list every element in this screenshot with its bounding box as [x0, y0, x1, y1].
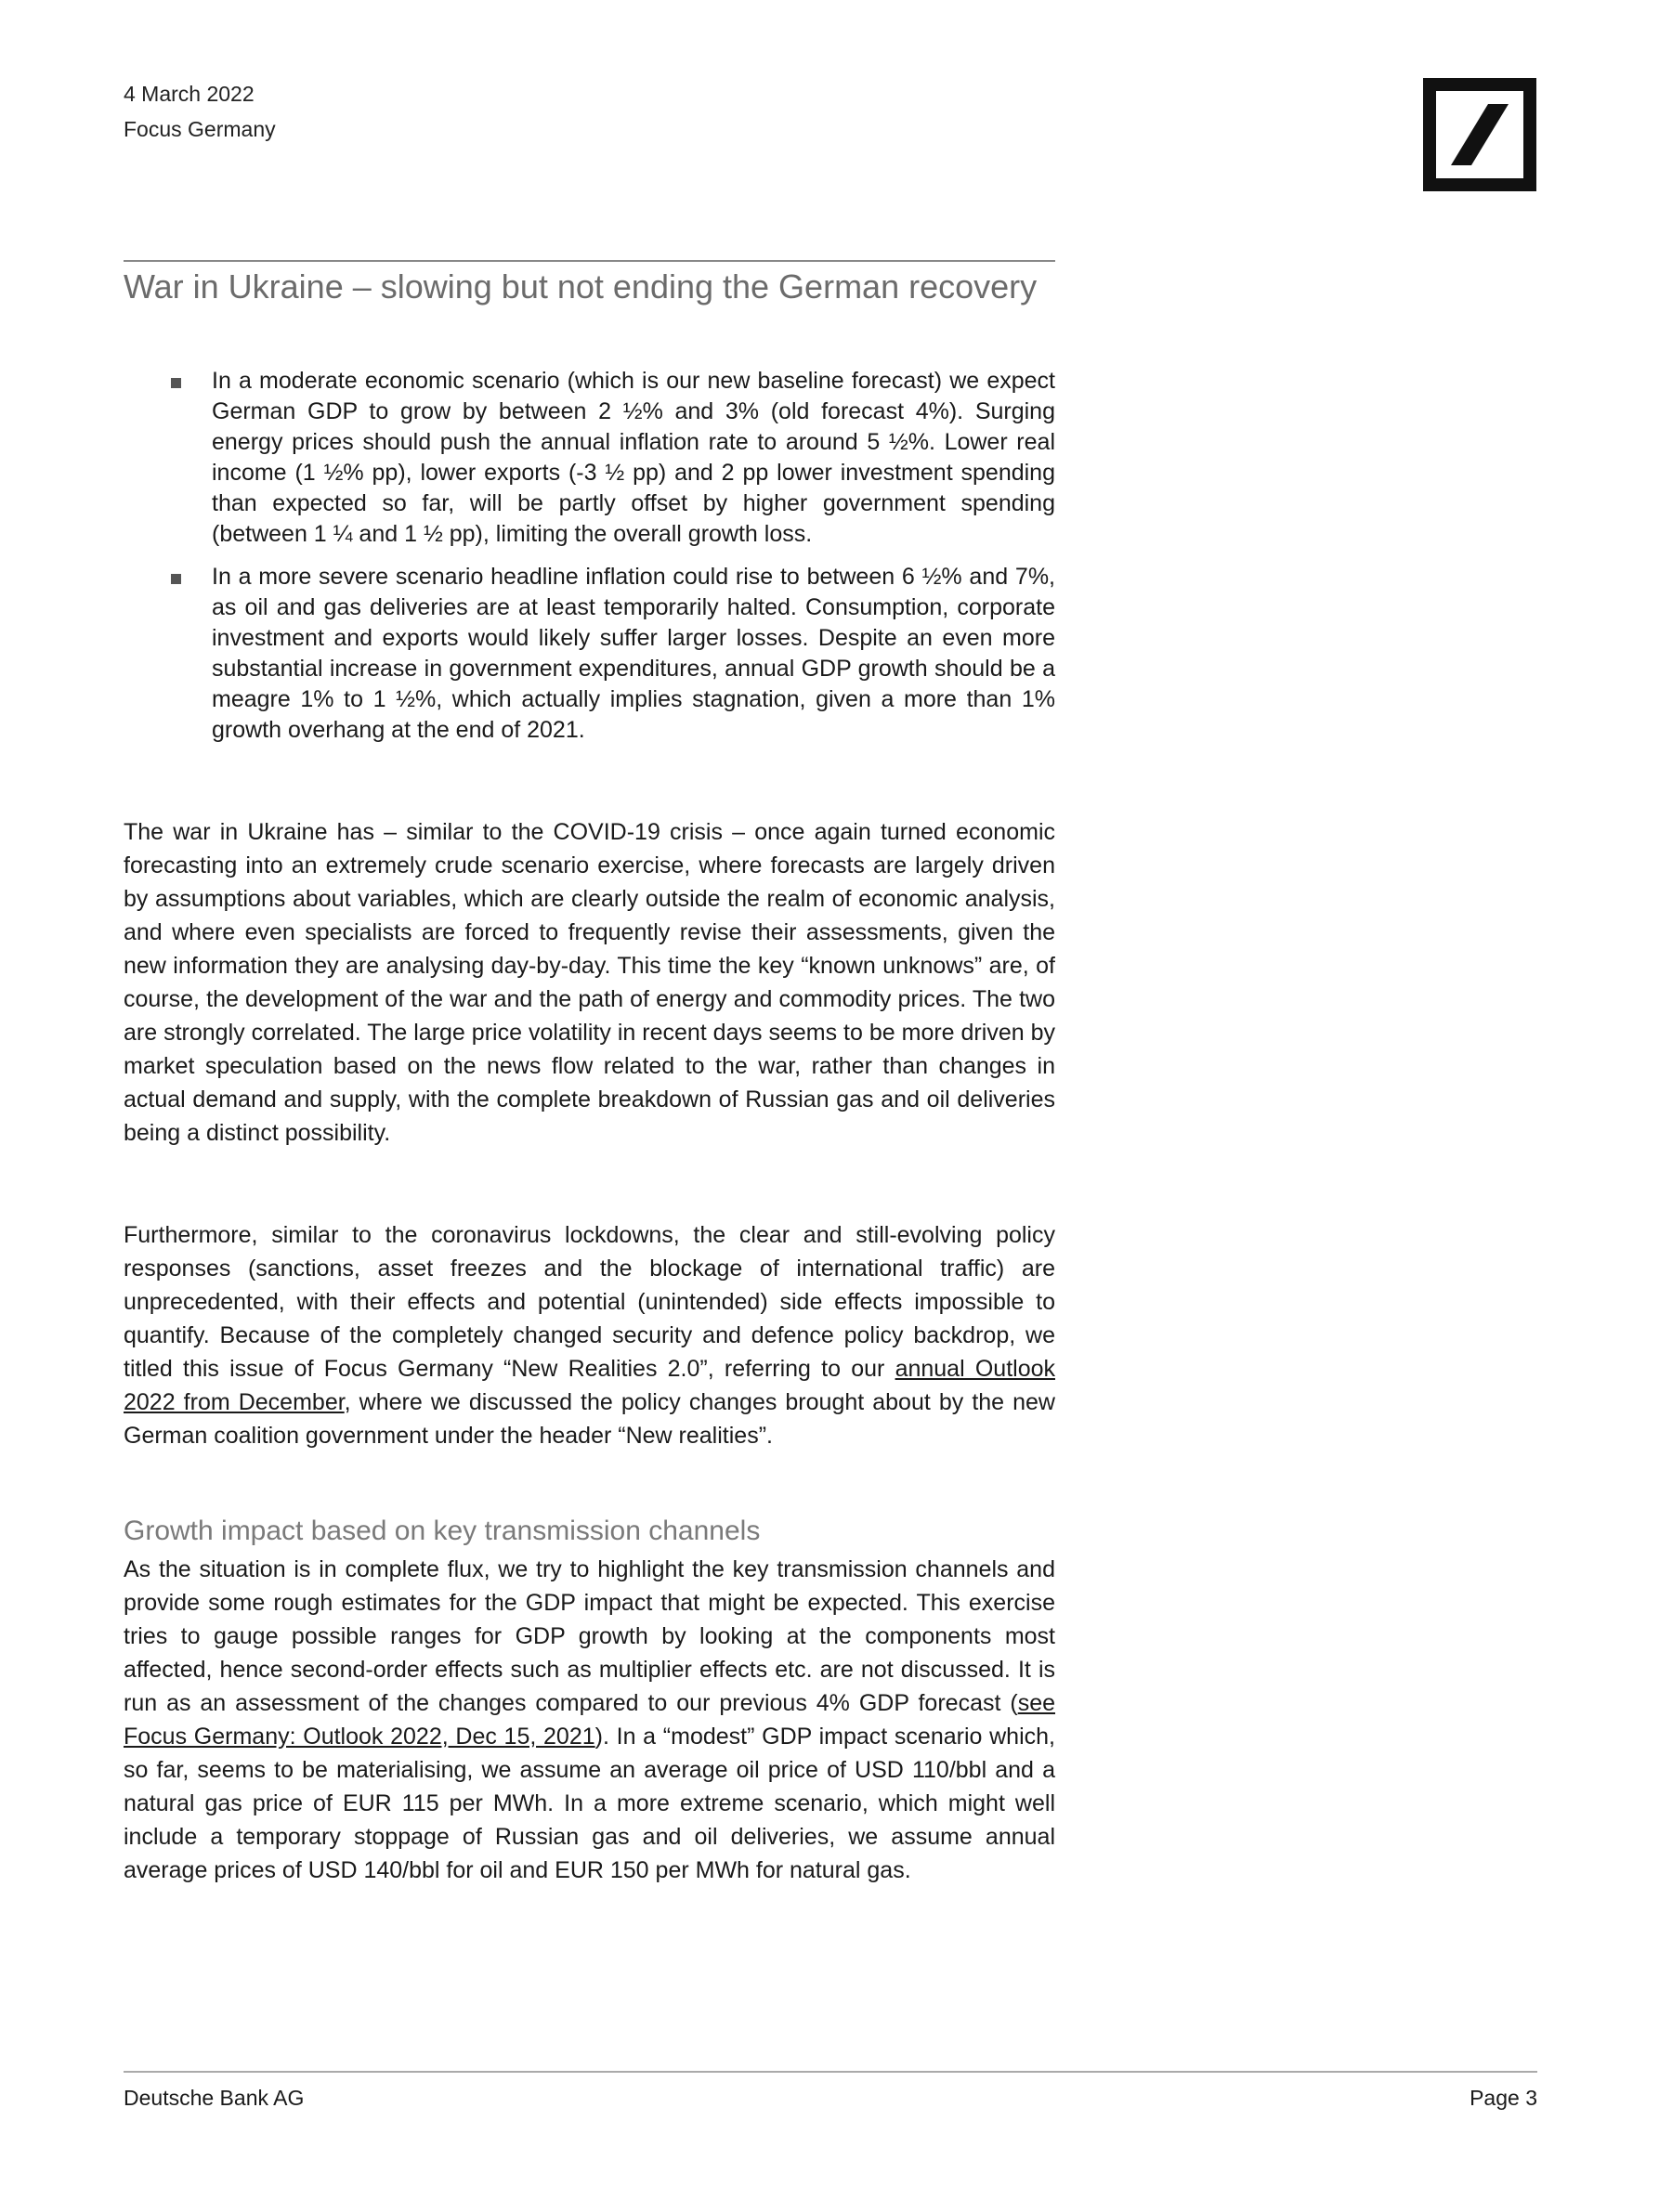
publication-name: Focus Germany	[124, 117, 276, 141]
paragraph-text: , where we discussed the policy changes brought about by the new German coalition government under the header “New realities”.	[124, 1389, 1055, 1449]
section-subheading: Growth impact based on key transmission channels	[124, 1516, 761, 1546]
summary-bullet	[167, 366, 1055, 550]
bullet-text: In a more severe scenario headline inflation could rise to between 6 ½% and 7%, as oil and gas deliveries are at least temporarily halted. Consumption, corporate investment and exports would likely suffer larger losses. Despite an even more substantial increase in government expenditures, annual GDP growth should be a meagre 1% to 1 ½%, which actually implies stagnation, given a more than 1% growth overhang at the end of 2021.	[212, 564, 1055, 743]
body-paragraph	[124, 1553, 1055, 1887]
page-number: Page 3	[1470, 2086, 1537, 2110]
bullet-text: In a moderate economic scenario (which is our new baseline forecast) we expect German GDP to grow by between 2 ½% and 3% (old forecast 4%). Surging energy prices should push the annual inflation rate to around 5 ½%. Lower real income (1 ½% pp), lower exports (-3 ½ pp) and 2 pp lower investment spending than expected so far, will be partly offset by higher government spending (between 1 ¼ and 1 ½ pp), limiting the overall growth loss.	[212, 368, 1055, 547]
paragraph-text: ). In a “modest” GDP impact scenario which, so far, seems to be materialising, we assume an average oil price of USD 110/bbl and a natural gas price of EUR 115 per MWh. In a more extreme scenario, which might well include a temporary stoppage of Russian gas and oil deliveries, we assume annual average prices of USD 140/bbl for oil and EUR 150 per MWh for natural gas.	[124, 1724, 1055, 1883]
paragraph-text: Furthermore, similar to the coronavirus lockdowns, the clear and still-evolving policy responses (sanctions, asset freezes and the blockage of international traffic) are unprecedented, with their effects and potential (unintended) side effects impossible to quantify. Because of the completely changed security and defence policy backdrop, we titled this issue of Focus Germany “New Realities 2.0”, referring to our	[124, 1222, 1055, 1382]
square-bullet-icon	[171, 378, 181, 388]
body-paragraph: The war in Ukraine has – similar to the COVID-19 crisis – once again turned economic forecasting into an extremely crude scenario exercise, where forecasts are largely driven by assumptions about variables, which are clearly outside the realm of economic analysis, and where even specialists are forced to frequently revise their assessments, given the new information they are analysing day-by-day. This time the key “known unknows” are, of course, the development of the war and the path of energy and commodity prices. The two are strongly correlated. The large price volatility in recent days seems to be more driven by market speculation based on the news flow related to the war, rather than changes in actual demand and supply, with the complete breakdown of Russian gas and oil deliveries being a distinct possibility.	[124, 819, 1055, 1146]
report-date: 4 March 2022	[124, 82, 255, 106]
square-bullet-icon	[171, 574, 181, 584]
footer-company: Deutsche Bank AG	[124, 2086, 305, 2110]
focus-germany-outlook-link[interactable]: see Focus Germany: Outlook 2022, Dec 15, 2021	[124, 1690, 1055, 1750]
deutsche-bank-logo-icon	[1423, 78, 1536, 191]
title-divider	[124, 260, 1055, 262]
body-paragraph	[124, 1218, 1055, 1452]
article-title: War in Ukraine – slowing but not ending the German recovery	[124, 267, 1038, 306]
summary-bullet	[167, 562, 1055, 746]
summary-bullets	[167, 366, 1055, 758]
outlook-2022-link[interactable]: annual Outlook 2022 from December	[124, 1356, 1055, 1415]
paragraph-text: As the situation is in complete flux, we try to highlight the key transmission channels and provide some rough estimates for the GDP impact that might be expected. This exercise tries to gauge possible ranges for GDP growth by looking at the components most affected, hence second-order effects such as multiplier effects etc. are not discussed. It is run as an assessment of the changes compared to our previous 4% GDP forecast (	[124, 1556, 1055, 1716]
footer-divider	[124, 2071, 1537, 2073]
